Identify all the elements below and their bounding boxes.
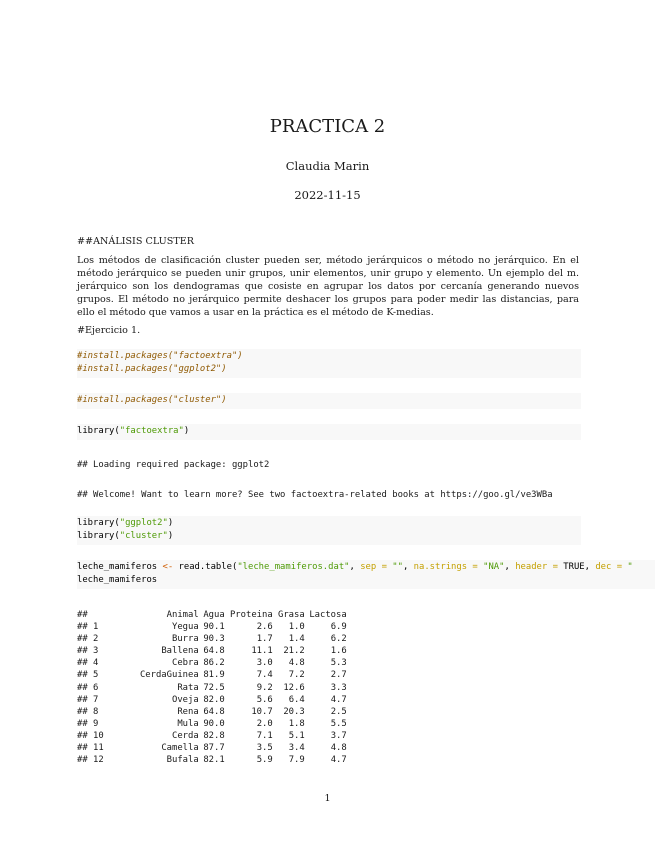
table-row [77,633,347,645]
table-row [77,645,347,657]
code-comma: , [504,562,516,572]
table-cell: 5.5 [330,718,347,729]
code-comment: #install.packages("cluster") [77,395,227,405]
document-date: 2022-11-15 [294,188,361,202]
table-cell: 4.7 [330,694,347,705]
column-header: Grasa [278,610,305,620]
table-row [77,669,347,681]
table-cell: 9.2 [256,682,273,693]
table-cell: 3.0 [256,658,273,669]
table-cell: 2.0 [256,718,273,729]
table-cell: 2.5 [330,706,347,717]
code-argument: dec = [595,562,623,572]
code-string: "NA" [477,562,505,572]
table-cell: 6.2 [330,634,347,645]
table-cell: 72.5 [203,682,225,693]
document-author: Claudia Marin [285,159,370,173]
table-cell: Burra [172,634,199,645]
table-cell: 11.1 [251,646,273,657]
table-cell: 21.2 [283,646,305,657]
table-cell: 3.7 [330,730,347,741]
table-cell: 64.8 [203,706,225,717]
table-cell: 3.5 [256,743,273,754]
table-row [77,706,347,718]
code-comment: #install.packages("factoextra") [77,351,243,361]
page-number: 1 [324,793,331,804]
code-function: read.table( [173,562,238,572]
column-header: Lactosa [309,610,347,620]
table-cell: 90.1 [203,622,225,633]
code-variable: leche_mamiferos [77,574,158,585]
code-block-library-factoextra [77,424,581,440]
output-message-welcome: ## Welcome! Want to learn more? See two factoextra-related books at https://goo.gl/ve3WBa [77,490,553,500]
table-cell: 6.9 [330,622,347,633]
table-cell: Oveja [172,694,199,705]
row-index: ## 5 [77,670,99,681]
table-cell: 90.3 [203,634,225,645]
table-cell: 82.1 [203,755,225,766]
row-index: ## 12 [77,755,104,766]
code-block-install-1 [77,349,581,378]
code-comma: , [402,562,414,572]
code-paren: ) [167,518,174,528]
table-cell: 1.7 [256,634,273,645]
table-row [77,718,347,730]
table-row [77,621,347,633]
table-cell: 7.9 [288,755,305,766]
row-index: ## 9 [77,718,99,729]
table-cell: 1.0 [288,622,305,633]
code-operator: <- [162,562,174,572]
table-prefix: ## [77,610,88,620]
table-cell: 4.7 [330,755,347,766]
section-heading: ##ANÁLISIS CLUSTER [77,236,194,247]
code-variable: leche_mamiferos [77,562,163,572]
intro-paragraph: Los métodos de clasificación cluster pueden ser, método jerárquicos o método no jerárquico. En el método jerárquico se pueden unir grupos, unir elementos, unir grupo y elemento. Un ejemplo del m. jerárquico son los dendogramas que cosiste en agrupar los datos por cercanía generando nuevos grupos. El método no jerárquico permite deshacer los grupos para poder medir las distancias, para ello el método que vamos a usar en la práctica es el método de K-medias. [77,255,579,318]
table-cell: Ballena [161,646,199,657]
table-cell: CerdaGuinea [139,670,199,681]
table-cell: 7.2 [288,670,305,681]
row-index: ## 1 [77,622,99,633]
table-cell: 86.2 [203,658,225,669]
code-paren: ) [183,426,190,436]
column-header: Agua [203,610,225,620]
code-argument: sep = [360,562,387,572]
code-function: library( [77,426,120,436]
table-cell: 1.4 [288,634,305,645]
table-cell: 4.8 [288,658,305,669]
table-cell: Rata [177,682,199,693]
row-index: ## 3 [77,646,99,657]
row-index: ## 2 [77,634,99,645]
code-block-install-2 [77,393,581,409]
code-block-library-ggplot-cluster [77,516,581,545]
table-cell: 10.7 [251,706,273,717]
table-cell: 1.6 [330,646,347,657]
table-cell: 5.9 [256,755,273,766]
table-cell: 5.1 [288,730,305,741]
code-argument: na.strings = [413,562,478,572]
table-cell: 3.4 [288,743,305,754]
table-cell: 64.8 [203,646,225,657]
table-row [77,657,347,669]
code-string: " [622,562,633,572]
table-row [77,682,347,694]
table-cell: 5.6 [256,694,273,705]
code-string: "cluster" [119,530,168,541]
code-comment: #install.packages("ggplot2") [77,363,227,374]
column-header: Proteina [229,610,273,620]
code-string: "leche_mamiferos.dat" [237,562,350,572]
table-cell: 81.9 [203,670,225,681]
table-cell: 82.0 [203,694,225,705]
row-index: ## 4 [77,658,99,669]
table-cell: 2.7 [330,670,347,681]
table-row [77,694,347,706]
code-string: "" [386,562,403,572]
row-index: ## 7 [77,694,99,705]
row-index: ## 10 [77,730,104,741]
table-cell: Yegua [172,622,199,633]
table-cell: 7.4 [256,670,273,681]
column-header: Animal [166,610,199,620]
table-row [77,742,347,754]
table-cell: Cebra [172,658,199,669]
table-header-row [77,609,347,621]
table-cell: Camella [161,743,199,754]
code-paren: ) [167,530,174,541]
exercise-heading: #Ejercicio 1. [77,325,141,336]
code-function: library( [77,530,120,541]
code-string: "ggplot2" [119,518,168,528]
table-cell: Bufala [166,755,199,766]
table-cell: Cerda [172,730,199,741]
table-cell: 2.6 [256,622,273,633]
output-message-loading: ## Loading required package: ggplot2 [77,460,270,470]
document-title: PRACTICA 2 [269,116,386,137]
table-cell: 87.7 [203,743,225,754]
table-cell: 82.8 [203,730,225,741]
code-block-read-table [77,560,655,589]
table-cell: 7.1 [256,730,273,741]
code-argument: header = [515,562,558,572]
table-row [77,754,347,766]
table-cell: 4.8 [330,743,347,754]
table-cell: 12.6 [283,682,305,693]
table-cell: Mula [177,718,199,729]
table-row [77,730,347,742]
code-constant: TRUE, [557,562,596,572]
row-index: ## 6 [77,682,99,693]
table-cell: 1.8 [288,718,305,729]
code-function: library( [77,518,120,528]
table-cell: 5.3 [330,658,347,669]
table-cell: 3.3 [330,682,347,693]
table-cell: 20.3 [283,706,305,717]
code-comma: , [349,562,361,572]
table-cell: Rena [177,706,199,717]
row-index: ## 8 [77,706,99,717]
code-string: "factoextra" [119,426,184,436]
table-cell: 6.4 [288,694,305,705]
data-frame-output [77,609,347,766]
row-index: ## 11 [77,743,104,754]
table-cell: 90.0 [203,718,225,729]
